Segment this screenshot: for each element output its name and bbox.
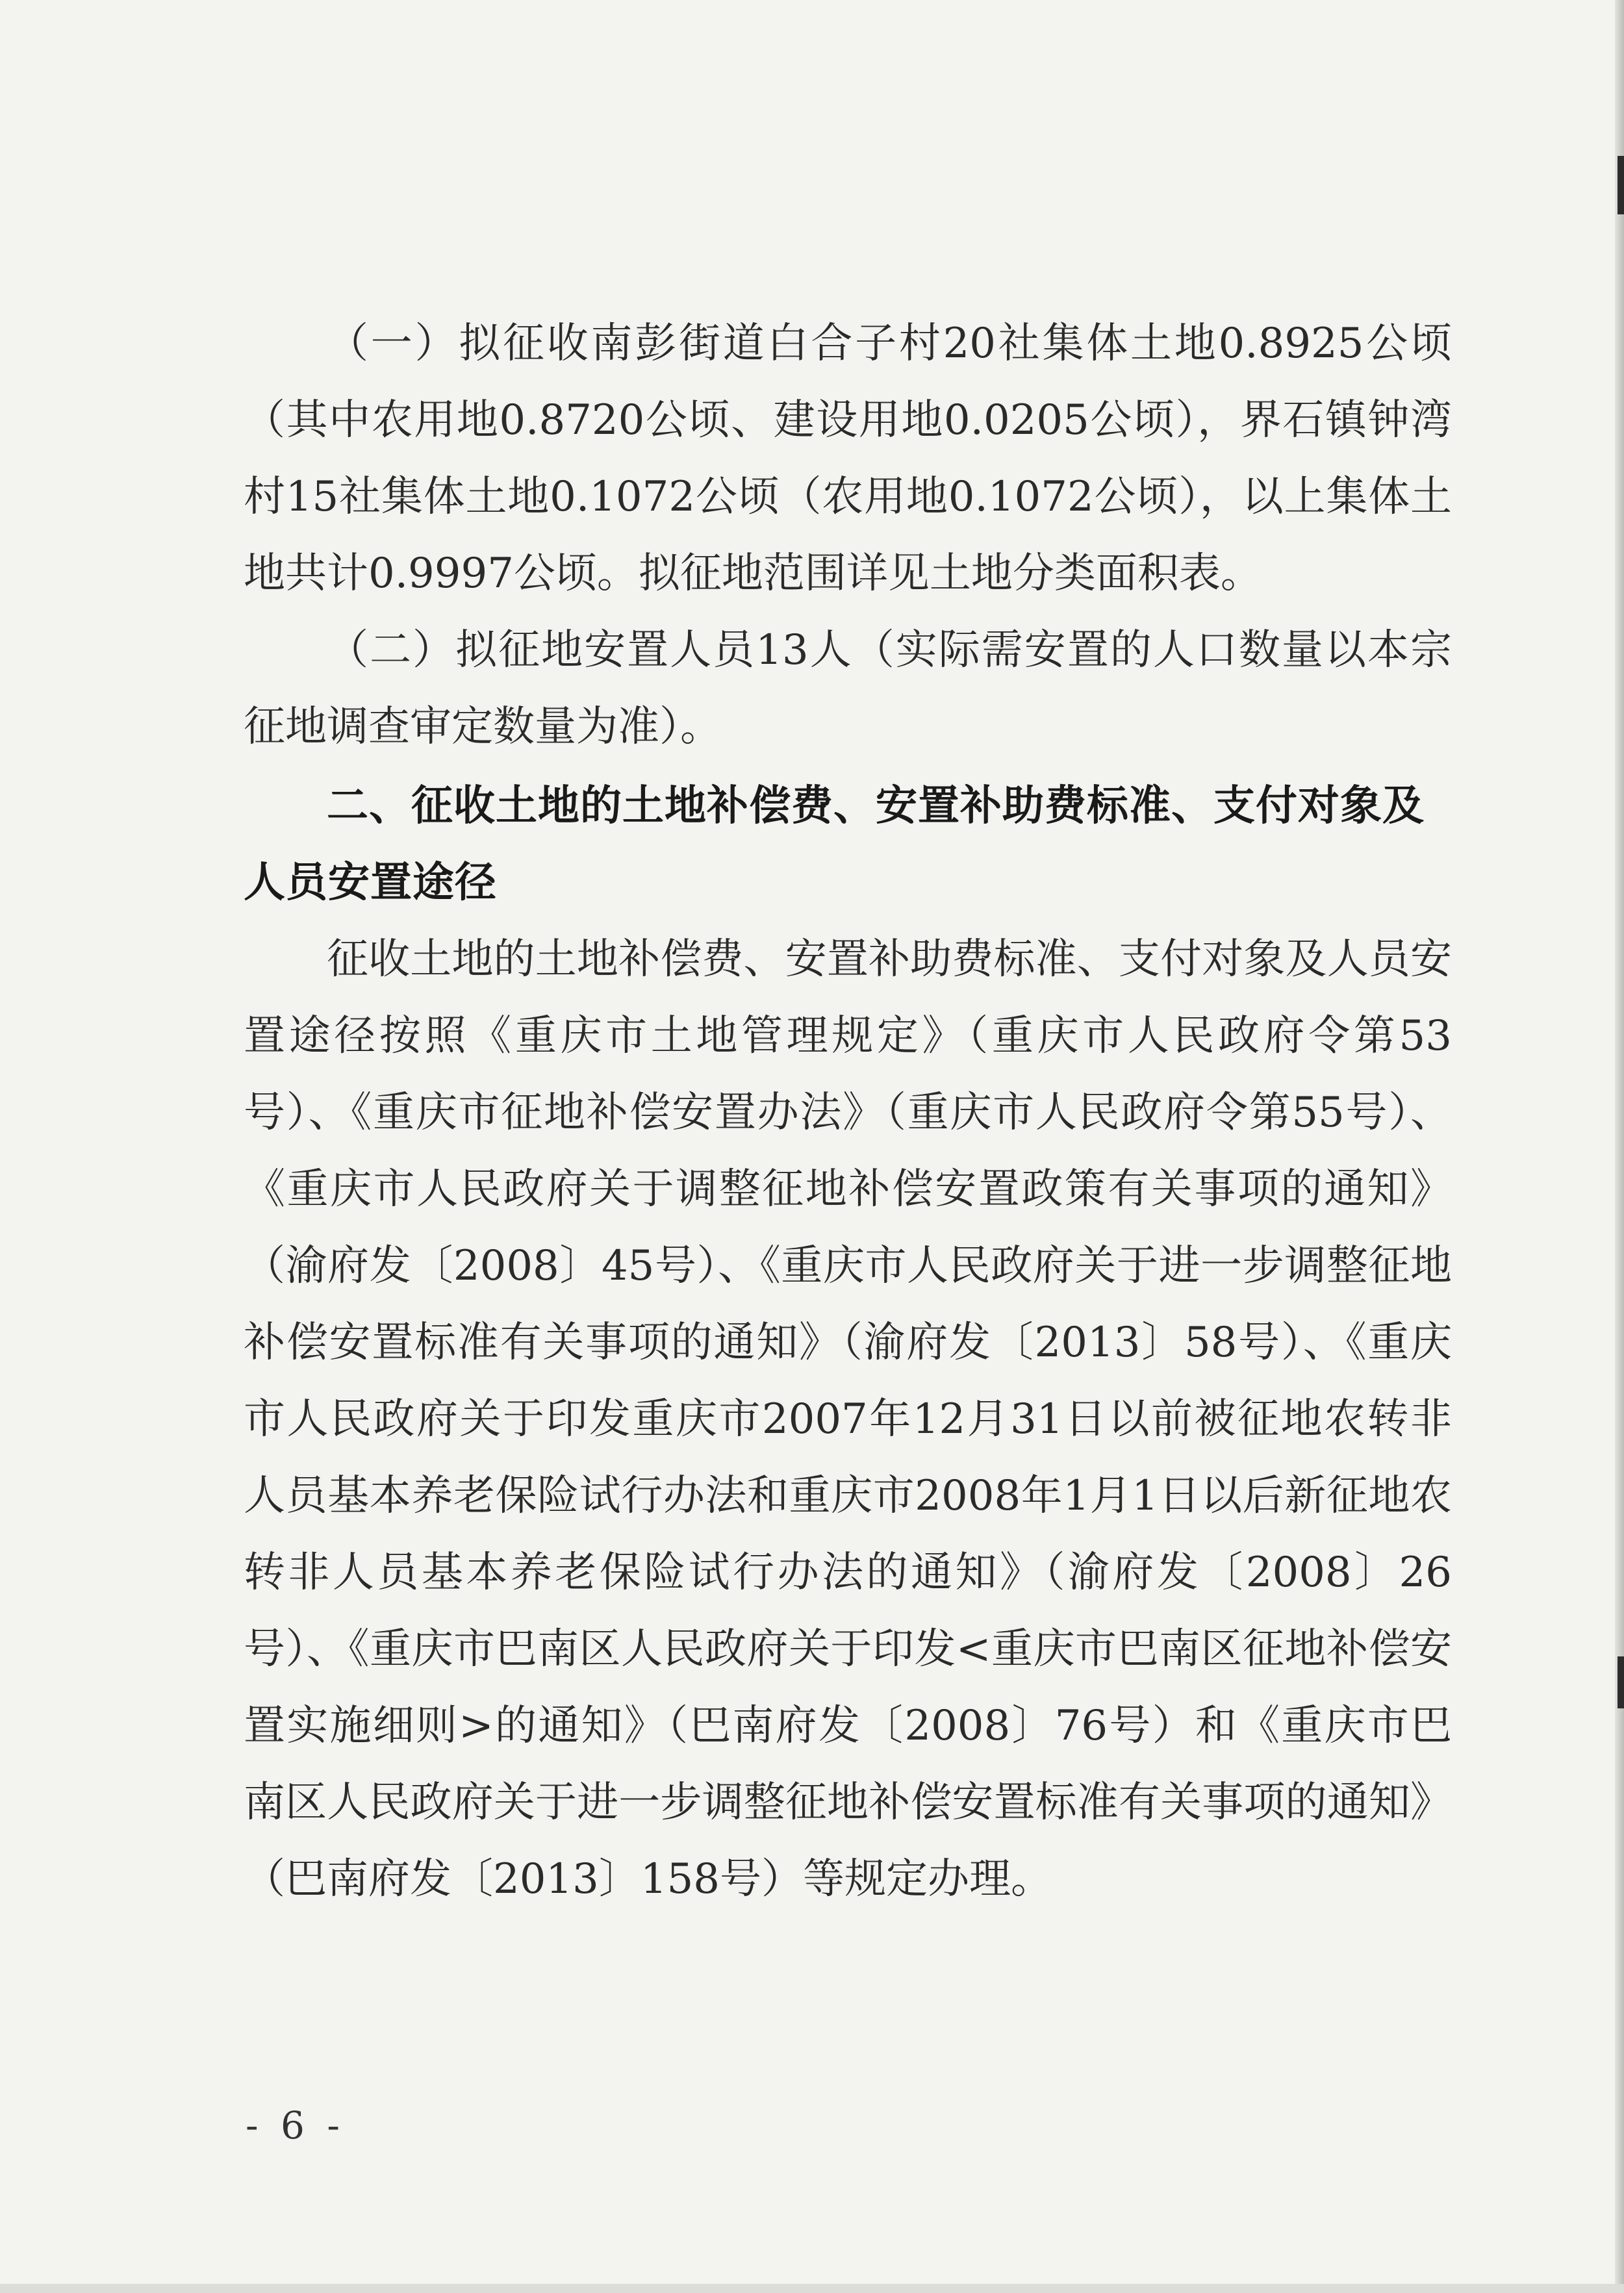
paragraph-land-area: （一）拟征收南彭街道白合子村20社集体土地0.8925公顷（其中农用地0.8720公顷、建设用地0.0205公顷），界石镇钟湾村15社集体土地0.1072公顷（农用地0.1072公顷），以上集体土地共计0.9997公顷。拟征地范围详见土地分类面积表。 — [244, 320, 1452, 598]
paragraph-resettlement-count: （二）拟征地安置人员13人（实际需安置的人口数量以本宗征地调查审定数量为准）。 — [244, 626, 1452, 751]
page-edge — [1615, 0, 1624, 2293]
paragraph-compensation-basis: 征收土地的土地补偿费、安置补助费标准、支付对象及人员安置途径按照《重庆市土地管理规定》（重庆市人民政府令第53号）、《重庆市征地补偿安置办法》（重庆市人民政府令第55号）、《重庆市人民政府关于调整征地补偿安置政策有关事项的通知》（渝府发〔2008〕45号）、《重庆市人民政府关于进一步调整征地补偿安置标准有关事项的通知》（渝府发〔2013〕58号）、《重庆市人民政府关于印发重庆市2007年12月31日以前被征地农转非人员基本养老保险试行办法和重庆市2008年1月1日以后新征地农转非人员基本养老保险试行办法的通知》（渝府发〔2008〕26号）、《重庆市巴南区人民政府关于印发<重庆市巴南区征地补偿安置实施细则>的通知》（巴南府发〔2008〕76号）和《重庆市巴南区人民政府关于进一步调整征地补偿安置标准有关事项的通知》（巴南府发〔2013〕158号）等规定办理。 — [244, 935, 1452, 1903]
scan-edge-mark — [1618, 156, 1624, 214]
section-heading: 二、征收土地的土地补偿费、安置补助费标准、支付对象及人员安置途径 — [244, 782, 1425, 907]
page-number: - 6 - — [246, 2103, 345, 2147]
document-body — [244, 305, 1452, 1918]
scan-edge-mark — [1618, 1656, 1624, 1708]
